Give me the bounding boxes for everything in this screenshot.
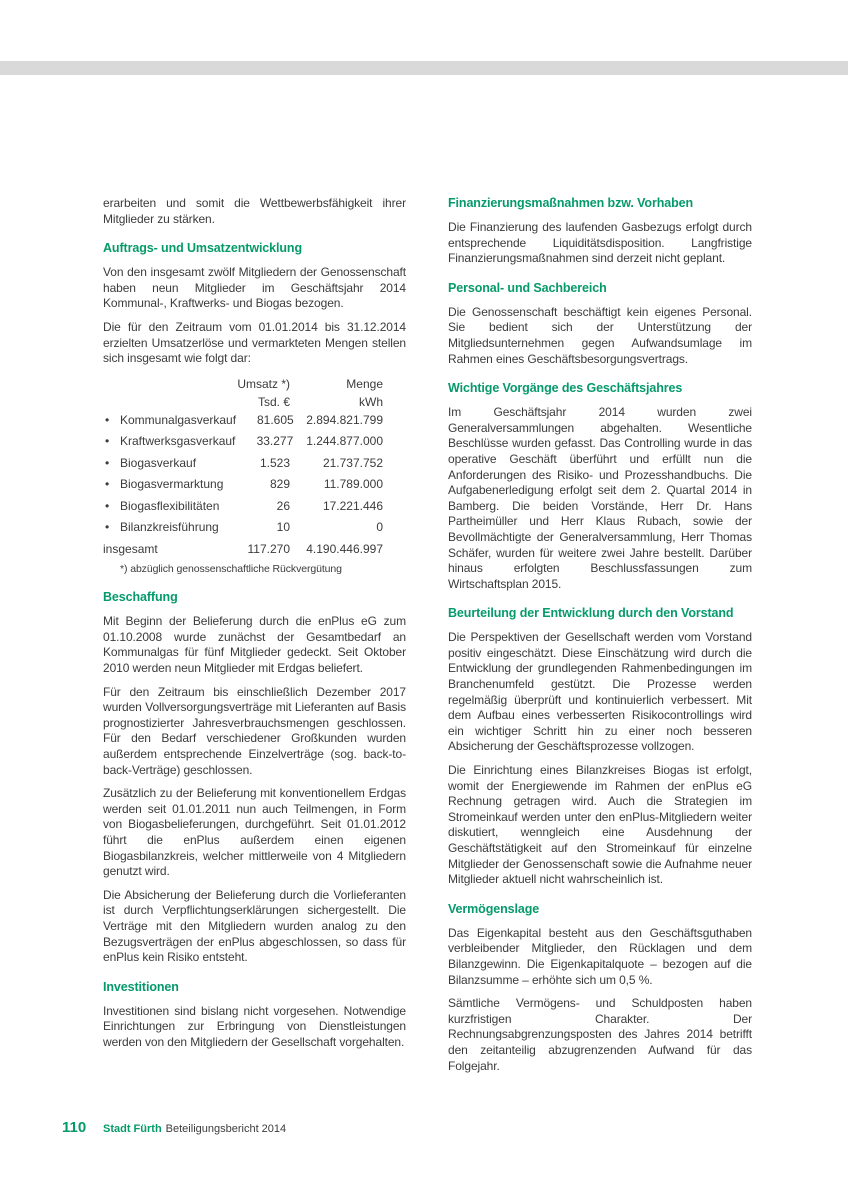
column-unit-umsatz: Tsd. € — [257, 394, 290, 409]
beschaffung-paragraph-2: Für den Zeitraum bis einschließlich Dezember 2017 wurden Vollversorgungsverträge mit Lieferanten auf Basis prognostizierter Jahresverbrauchsmengen geschlossen. Für den Bedarf verschiedener Großkunden wurden außerdem entsprechende Einzelverträge (sog. back-to-back-Verträge) geschlossen. — [103, 684, 406, 777]
vorgaenge-paragraph-1: Im Geschäftsjahr 2014 wurden zwei Generalversammlungen abgehalten. Wesentliche Beschlüsse wurden gefasst. Das Controlling wurde in das operative Geschäft überführt und erfüllt nun die Anforderungen des Risiko- und Prozesshandbuchs. Die Aufgabenerledigung erfolgt seit dem 2. Quartal 2014 in Bamberg. Die beiden Vorstände, Herr Dr. Hans Partheimüller und Herr Klaus Rubach, sowie der Bevollmächtigte der Generalversammlung, Herr Thomas Schäfer, wurden für weitere zwei Jahre bestellt. Darüber hinaus erfolgten Beschlussfassungen zum Wirtschaftsplan 2015. — [448, 405, 752, 591]
umsatz-menge-table — [103, 377, 383, 577]
heading-wichtige-vorgaenge: Wichtige Vorgänge des Geschäftsjahres — [448, 381, 683, 396]
footer-line — [103, 1123, 286, 1135]
total-umsatz: 117.270 — [247, 541, 290, 556]
table-footnote: *) abzüglich genossenschaftliche Rückvergütung — [120, 563, 342, 576]
beschaffung-paragraph-3: Zusätzlich zu der Belieferung mit konventionellem Erdgas werden seit 01.01.2011 nun auch Teilmengen, in Form von Biogasbelieferungen, durchgeführt. Seit 01.01.2012 führt die enPlus außerdem einen eigenen Biogasbilanzkreis, welcher mittlerweile von 4 Mitgliedern genutzt wird. — [103, 786, 406, 879]
heading-beschaffung: Beschaffung — [103, 590, 178, 605]
page-number: 110 — [62, 1119, 87, 1136]
table-unit-row — [103, 395, 383, 410]
table-header-row — [103, 377, 383, 392]
table-row: • Biogasvermarktung 829 11.789.000 — [103, 477, 383, 492]
left-column — [103, 196, 406, 1059]
column-header-menge: Menge — [346, 376, 383, 391]
column-unit-menge: kWh — [359, 394, 383, 409]
intro-paragraph: erarbeiten und somit die Wettbewerbsfähigkeit ihrer Mitglieder zu stärken. — [103, 196, 406, 226]
heading-vermoegenslage: Vermögenslage — [448, 901, 540, 916]
column-header-umsatz: Umsatz *) — [237, 376, 290, 391]
beurteilung-paragraph-1: Die Perspektiven der Gesellschaft werden vom Vorstand positiv eingeschätzt. Diese Einschätzung wird durch die Entwicklung der grundlegenden Rahmenbedingungen im Branchenumfeld gestützt. Die Prozesse werden regelmäßig überprüft und kontinuierlich verbessert. Mit dem Aufbau eines verbesserten Risikocontrollings wird ein wichtiger Schritt hin zu einer noch besseren Absicherung der Geschäftsprozesse vollzogen. — [448, 630, 752, 754]
header-band — [0, 61, 848, 75]
heading-investitionen: Investitionen — [103, 979, 179, 994]
table-total-row — [103, 542, 383, 557]
table-row: • Kraftwerksgasverkauf 33.277 1.244.877.000 — [103, 434, 383, 449]
heading-finanzierungsmassnahmen: Finanzierungsmaßnahmen bzw. Vorhaben — [448, 196, 694, 210]
vermoegenslage-paragraph-2: Sämtliche Vermögens- und Schuldposten haben kurzfristigen Charakter. Der Rechnungsabgrenzungsposten des Jahres 2014 betrifft den zeitanteilig abzugrenzenden Aufwand für das Folgejahr. — [448, 996, 752, 1073]
table-row: • Biogasverkauf 1.523 21.737.752 — [103, 456, 383, 471]
table-row: • Biogasflexibilitäten 26 17.221.446 — [103, 499, 383, 514]
total-label: insgesamt — [103, 541, 158, 556]
beurteilung-paragraph-2: Die Einrichtung eines Bilanzkreises Biogas ist erfolgt, womit der Energiewende im Rahmen der enPlus eG Rechnung getragen wird. Auch die Strategien im Stromeinkauf werden unter den enPlus-Mitgliedern weiter diskutiert, wenngleich eine Ausdehnung der Geschäftstätigkeit auf den Stromeinkauf für einzelne Mitglieder der Genossenschaft sowie die Aufnahme neuer Mitglieder aktuell nicht wahrscheinlich ist. — [448, 763, 752, 887]
finanzierung-paragraph-1: Die Finanzierung des laufenden Gasbezugs erfolgt durch entsprechende Liquiditätsdisposition. Langfristige Finanzierungsmaßnahmen sind derzeit nicht geplant. — [448, 220, 752, 266]
beschaffung-paragraph-4: Die Absicherung der Belieferung durch die Vorlieferanten ist durch Verpflichtungserklärungen sichergestellt. Die Verträge mit den Mitgliedern wurden analog zu den Bezugsverträgen der enPlus abgeschlossen, so dass für enPlus kein Risiko entsteht. — [103, 887, 406, 965]
table-row: • Kommunalgasverkauf 81.605 2.894.821.799 — [103, 413, 383, 428]
heading-personal-und-sachbereich: Personal- und Sachbereich — [448, 280, 607, 295]
footer-brand: Stadt Fürth — [103, 1123, 162, 1135]
vermoegenslage-paragraph-1: Das Eigenkapital besteht aus den Geschäftsguthaben verbleibender Mitglieder, den Rücklagen und dem Bilanzgewinn. Die Eigenkapitalquote – bezogen auf die Bilanzsumme – erhöhte sich um 0,5 %. — [448, 925, 752, 987]
investitionen-paragraph-1: Investitionen sind bislang nicht vorgesehen. Notwendige Einrichtungen zur Erbringung von Dienstleistungen werden von den Mitgliedern der Gesellschaft vorgehalten. — [103, 1003, 406, 1049]
footer-report-title: Beteiligungsbericht 2014 — [165, 1123, 287, 1135]
right-column — [448, 196, 752, 1082]
total-menge: 4.190.446.997 — [306, 541, 383, 556]
beschaffung-paragraph-1: Mit Beginn der Belieferung durch die enPlus eG zum 01.10.2008 wurde zunächst der Gesamtbedarf an Kommunalgas für fünf Mitglieder gedeckt. Seit Oktober 2010 werden neun Mitglieder mit Erdgas beliefert. — [103, 614, 406, 676]
auftrags-paragraph-2: Die für den Zeitraum vom 01.01.2014 bis 31.12.2014 erzielten Umsatzerlöse und vermarkteten Mengen stellen sich insgesamt wie folgt dar: — [103, 319, 406, 366]
heading-auftrags-und-umsatzentwicklung: Auftrags- und Umsatzentwicklung — [103, 241, 302, 256]
heading-beurteilung-vorstand: Beurteilung der Entwicklung durch den Vorstand — [448, 606, 734, 621]
personal-paragraph-1: Die Genossenschaft beschäftigt kein eigenes Personal. Sie bedient sich der Unterstützung der Mitgliedsunternehmen gegen Aufwandsumlage im Rahmen eines Geschäftsbesorgungsvertrags. — [448, 304, 752, 366]
auftrags-paragraph-1: Von den insgesamt zwölf Mitgliedern der Genossenschaft haben neun Mitglieder im Geschäftsjahr 2014 Kommunal-, Kraftwerks- und Biogas bezogen. — [103, 265, 406, 311]
table-row: • Bilanzkreisführung 10 0 — [103, 520, 383, 535]
